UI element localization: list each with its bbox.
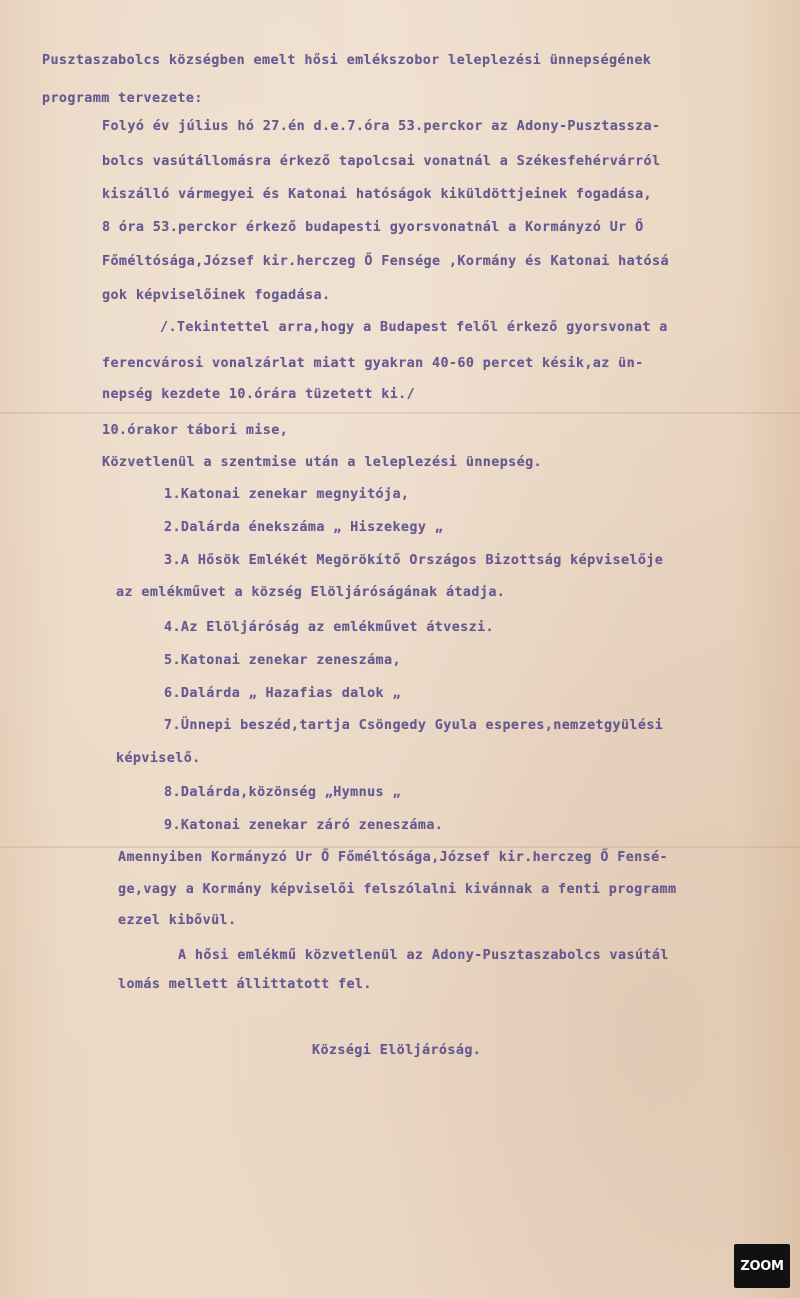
text-line: gok képviselőinek fogadása. (102, 288, 331, 303)
program-item-continuation: képviselő. (116, 751, 201, 766)
text-line: Főméltósága,József kir.herczeg Ő Fensége ,Kormány és Katonai hatósá (102, 254, 669, 269)
text-line: ferencvárosi vonalzárlat miatt gyakran 40-60 percet késik,az ün- (102, 356, 644, 371)
program-item: 5.Katonai zenekar zeneszáma, (164, 653, 401, 668)
title-line-1: Pusztaszabolcs községben emelt hősi emlékszobor leleplezési ünnepségének (42, 53, 652, 68)
program-item-continuation: az emlékművet a község Elöljáróságának átadja. (116, 585, 506, 600)
text-line: kiszálló vármegyei és Katonai hatóságok kiküldöttjeinek fogadása, (102, 187, 653, 202)
text-line: A hősi emlékmű közvetlenül az Adony-Pusztaszabolcs vasútál (178, 948, 669, 963)
program-item: 1.Katonai zenekar megnyitója, (164, 487, 410, 502)
text-line: 10.órakor tábori mise, (102, 423, 289, 438)
paper-fold (0, 846, 800, 848)
text-line: /.Tekintettel arra,hogy a Budapest felől érkező gyorsvonat a (160, 320, 668, 335)
program-item: 3.A Hősök Emlékét Megörökítő Országos Bizottság képviselője (164, 553, 664, 568)
program-item: 8.Dalárda,közönség „Hymnus „ (164, 785, 401, 800)
text-line: lomás mellett állittatott fel. (118, 977, 372, 992)
program-item: 2.Dalárda énekszáma „ Hiszekegy „ (164, 520, 444, 535)
text-line: nepség kezdete 10.órára tüzetett ki./ (102, 387, 416, 402)
text-line: ge,vagy a Kormány képviselői felszólalni kivánnak a fenti programm (118, 882, 677, 897)
text-line: bolcs vasútállomásra érkező tapolcsai vonatnál a Székesfehérvárról (102, 154, 661, 169)
text-line: 8 óra 53.perckor érkező budapesti gyorsvonatnál a Kormányzó Ur Ő (102, 220, 644, 235)
program-item: 6.Dalárda „ Hazafias dalok „ (164, 686, 401, 701)
signature-line: Községi Elöljáróság. (312, 1043, 482, 1058)
text-line: Közvetlenül a szentmise után a leleplezési ünnepség. (102, 455, 543, 470)
text-line: ezzel kibővül. (118, 913, 237, 928)
program-item: 7.Ünnepi beszéd,tartja Csöngedy Gyula esperes,nemzetgyülési (164, 718, 664, 733)
zoom-watermark (734, 1244, 790, 1288)
program-item: 4.Az Elöljáróság az emlékművet átveszi. (164, 620, 495, 635)
zoom-logo-text: ZOOM (740, 1258, 784, 1274)
paper-fold (0, 412, 800, 414)
text-line: Amennyiben Kormányzó Ur Ő Főméltósága,József kir.herczeg Ő Fensé- (118, 850, 669, 865)
text-line: Folyó év július hó 27.én d.e.7.óra 53.perckor az Adony-Pusztassza- (102, 119, 661, 134)
program-item: 9.Katonai zenekar záró zeneszáma. (164, 818, 444, 833)
title-line-2: programm tervezete: (42, 91, 203, 106)
